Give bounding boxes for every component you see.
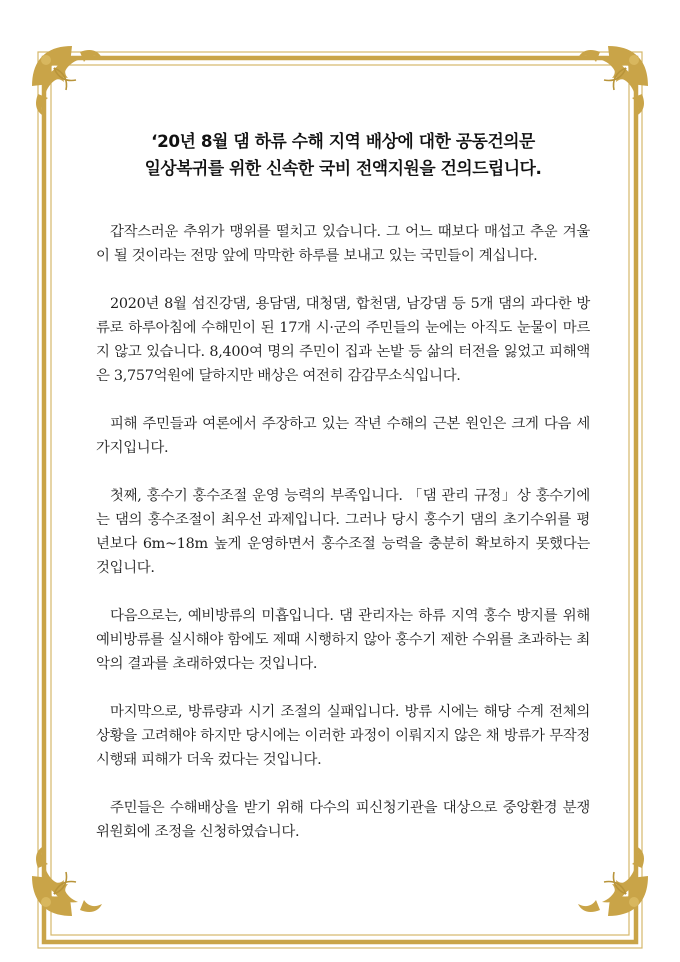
title-line-1: ‘20년 8월 댐 하류 수해 지역 배상에 대한 공동건의문	[151, 131, 535, 151]
paragraph-three-causes-intro: 피해 주민들과 여론에서 주장하고 있는 작년 수해의 근본 원인은 크게 다음 세 가지입니다.	[96, 416, 590, 456]
title-line-2: 일상복귀를 위한 신속한 국비 전액지원을 건의드립니다.	[144, 158, 542, 178]
letter-title	[96, 128, 590, 182]
letter-body	[96, 128, 590, 868]
paragraph-cause-first: 첫째, 홍수기 홍수조절 운영 능력의 부족입니다. 「댐 관리 규정」상 홍수기에는 댐의 홍수조절이 최우선 과제입니다. 그러나 당시 홍수기 댐의 초기수위를 평년보다 6m~18m 높게 운영하면서 홍수조절 능력을 충분히 확보하지 못했다는 것입니다.	[96, 488, 590, 576]
paragraph-mediation-request: 주민들은 수해배상을 받기 위해 다수의 피신청기관을 대상으로 중앙환경 분쟁위원회에 조정을 신청하였습니다.	[96, 800, 590, 840]
paragraph-dam-discharge-damage: 2020년 8월 섬진강댐, 용담댐, 대청댐, 합천댐, 남강댐 등 5개 댐의 과다한 방류로 하루아침에 수해민이 된 17개 시·군의 주민들의 눈에는 아직도 눈물이 마르지 않고 있습니다. 8,400여 명의 주민이 집과 논밭 등 삶의 터전을 잃었고 피해액은 3,757억원에 달하지만 배상은 여전히 감감무소식입니다.	[96, 296, 590, 384]
paragraph-cause-second: 다음으로는, 예비방류의 미흡입니다. 댐 관리자는 하류 지역 홍수 방지를 위해 예비방류를 실시해야 함에도 제때 시행하지 않아 홍수기 제한 수위를 초과하는 최악의 결과를 초래하였다는 것입니다.	[96, 608, 590, 672]
paragraph-cold-weather: 갑작스러운 추위가 맹위를 떨치고 있습니다. 그 어느 때보다 매섭고 추운 겨울이 될 것이라는 전망 앞에 막막한 하루를 보내고 있는 국민들이 계십니다.	[96, 224, 590, 264]
paragraph-cause-third: 마지막으로, 방류량과 시기 조절의 실패입니다. 방류 시에는 해당 수계 전체의 상황을 고려해야 하지만 당시에는 이러한 과정이 이뤄지지 않은 채 방류가 무작정 시행돼 피해가 더욱 컸다는 것입니다.	[96, 704, 590, 768]
